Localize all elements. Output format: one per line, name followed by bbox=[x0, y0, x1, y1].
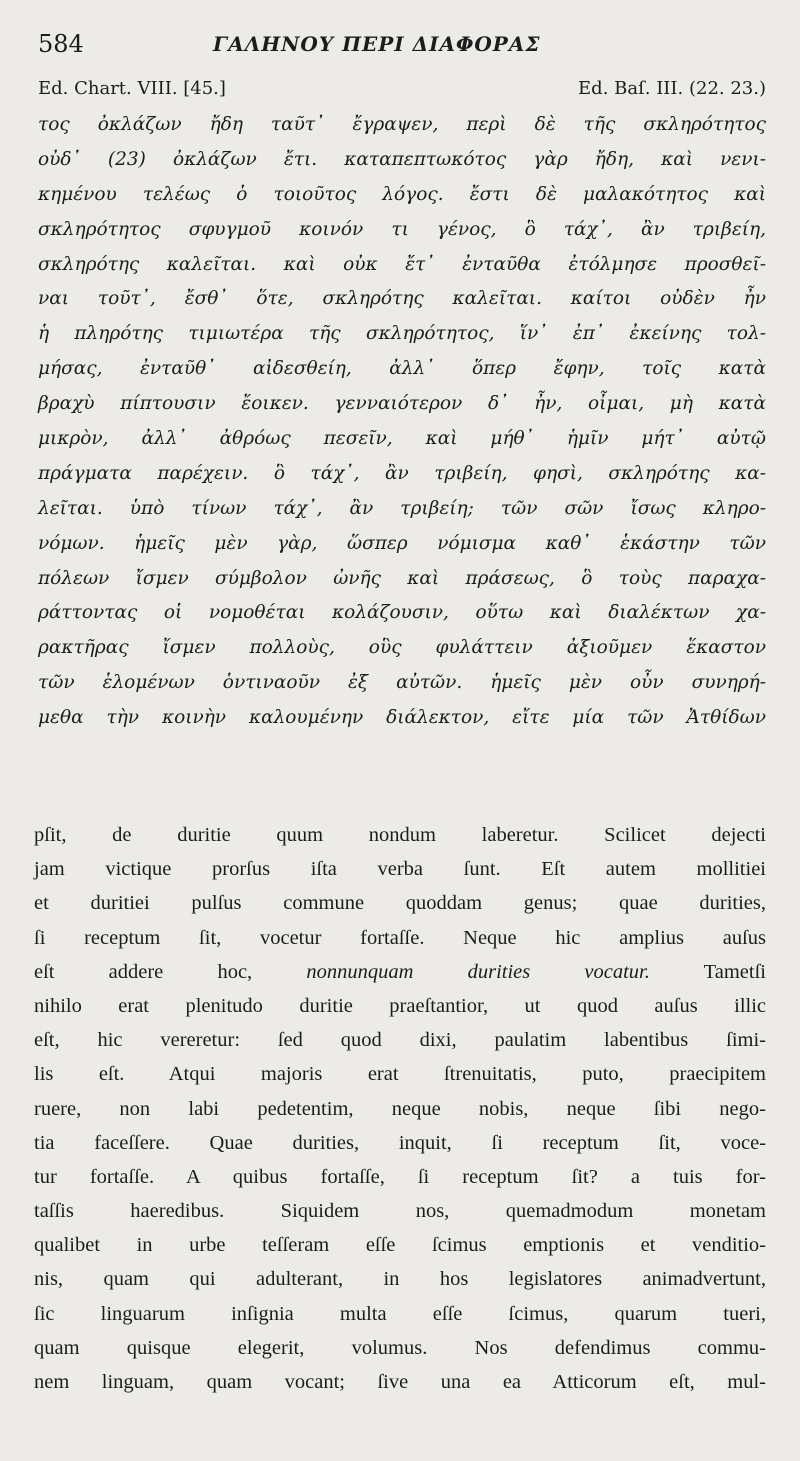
greek-line: ναι τοῦτ᾽, ἔσθ᾽ ὅτε, σκληρότης καλεῖται. καίτοι οὐδὲν ἦν bbox=[38, 288, 766, 310]
greek-line: μικρὸν, ἀλλ᾽ ἀθρόως πεσεῖν, καὶ μήθ᾽ ἡμῖν μήτ᾽ αὐτῷ bbox=[38, 428, 766, 450]
latin-line: tur fortaſſe. A quibus fortaſſe, ſi receptum ſit? a tuis for- bbox=[34, 1165, 766, 1188]
greek-line: μήσας, ἐνταῦθ᾽ αἰδεσθείη, ἀλλ᾽ ὅπερ ἔφην, τοῖς κατὰ bbox=[38, 358, 766, 380]
greek-line: σκληρότης καλεῖται. καὶ οὐκ ἔτ᾽ ἐνταῦθα ἐτόλμησε προσθεῖ- bbox=[38, 253, 766, 275]
greek-line: λεῖται. ὑπὸ τίνων τάχ᾽, ἂν τριβείη; τῶν σῶν ἴσως κληρο- bbox=[38, 497, 766, 519]
greek-line: νόμων. ἡμεῖς μὲν γὰρ, ὥσπερ νόμισμα καθ᾽ ἑκάστην τῶν bbox=[38, 532, 766, 554]
greek-line: τος ὀκλάζων ἤδη ταῦτ᾽ ἔγραψεν, περὶ δὲ τῆς σκληρότητος bbox=[38, 114, 766, 135]
greek-line: ἡ πληρότης τιμιωτέρα τῆς σκληρότητος, ἵν᾽ ἐπ᾽ ἐκείνης τολ- bbox=[38, 323, 766, 345]
latin-line: nihilo erat plenitudo duritie praeſtantior, ut quod auſus illic bbox=[34, 994, 766, 1017]
greek-line: ράττοντας οἱ νομοθέται κολάζουσιν, οὕτω καὶ διαλέκτων χα- bbox=[38, 602, 766, 624]
greek-line: σκληρότητος σφυγμοῦ κοινόν τι γένος, ὃ τάχ᾽, ἂν τριβείη, bbox=[38, 218, 766, 240]
latin-line: jam victique prorſus iſta verba ſunt. Eſt autem mollitiei bbox=[34, 858, 766, 881]
greek-line: οὐδ᾽ (23) ὀκλάζων ἔτι. καταπεπτωκότος γὰρ ἤδη, καὶ νενι- bbox=[38, 148, 766, 170]
latin-line: nis, quam qui adulterant, in hos legislatores animadvertunt, bbox=[34, 1268, 766, 1291]
edition-chart: Ed. Chart. VIII. [45.] bbox=[38, 78, 226, 99]
edition-basel: Ed. Baſ. III. (22. 23.) bbox=[578, 78, 766, 99]
running-title: ΓΑΛΗΝΟΥ ΠΕΡΙ ΔΙΑΦΟΡΑΣ bbox=[213, 32, 541, 56]
greek-line: πόλεων ἴσμεν σύμβολον ὠνῆς καὶ πράσεως, ὃ τοὺς παραχα- bbox=[38, 567, 766, 589]
latin-line: ruere, non labi pedetentim, neque nobis, neque ſibi nego- bbox=[34, 1097, 766, 1120]
latin-line: ſi receptum ſit, vocetur fortaſſe. Neque hic amplius auſus bbox=[34, 926, 766, 949]
greek-line: πράγματα παρέχειν. ὃ τάχ᾽, ἂν τριβείη, φησὶ, σκληρότης κα- bbox=[38, 462, 766, 484]
greek-line: βραχὺ πίπτουσιν ἔοικεν. γενναιότερον δ᾽ ἦν, οἶμαι, μὴ κατὰ bbox=[38, 393, 766, 415]
greek-line: μεθα τὴν κοινὴν καλουμένην διάλεκτον, εἴτε μία τῶν Ἀτθίδων bbox=[38, 707, 766, 729]
latin-line: nem linguam, quam vocant; ſive una ea Atticorum eſt, mul- bbox=[34, 1371, 766, 1393]
greek-line: τῶν ἑλομένων ὁντιναοῦν ἐξ αὐτῶν. ἡμεῖς μὲν οὖν συνηρή- bbox=[38, 672, 766, 694]
running-head bbox=[38, 30, 770, 62]
latin-line: quam quisque elegerit, volumus. Nos defendimus commu- bbox=[34, 1336, 766, 1359]
latin-line: lis eſt. Atqui majoris erat ſtrenuitatis, puto, praecipitem bbox=[34, 1063, 766, 1086]
greek-line: κημένου τελέως ὁ τοιοῦτος λόγος. ἔστι δὲ μαλακότητος καὶ bbox=[38, 183, 766, 205]
latin-line: tia faceſſere. Quae durities, inquit, ſi receptum ſit, voce- bbox=[34, 1131, 766, 1154]
latin-line: et duritiei pulſus commune quoddam genus; quae durities, bbox=[34, 892, 766, 915]
latin-line: ſic linguarum inſignia multa eſſe ſcimus, quarum tueri, bbox=[34, 1302, 766, 1325]
latin-line: taſſis haeredibus. Siquidem nos, quemadmodum monetam bbox=[34, 1200, 766, 1223]
latin-line-start: eſt addere hoc, bbox=[34, 960, 307, 983]
greek-text-block bbox=[38, 108, 766, 736]
latin-italic-phrase: nonnunquam durities vocatur. bbox=[306, 960, 650, 983]
latin-line: pſit, de duritie quum nondum laberetur. Scilicet dejecti bbox=[34, 824, 766, 846]
latin-line: qualibet in urbe teſſeram eſſe ſcimus emptionis et venditio- bbox=[34, 1234, 766, 1257]
latin-line-end: Tametſi bbox=[649, 960, 766, 983]
latin-line: eſt, hic vereretur: ſed quod dixi, paulatim labentibus ſimi- bbox=[34, 1029, 766, 1052]
latin-text-block bbox=[34, 818, 766, 1399]
page-number: 584 bbox=[38, 30, 84, 58]
greek-line: ρακτῆρας ἴσμεν πολλοὺς, οὓς φυλάττειν ἀξιοῦμεν ἕκαστον bbox=[38, 637, 766, 659]
latin-line bbox=[34, 955, 766, 989]
edition-line bbox=[38, 78, 766, 99]
